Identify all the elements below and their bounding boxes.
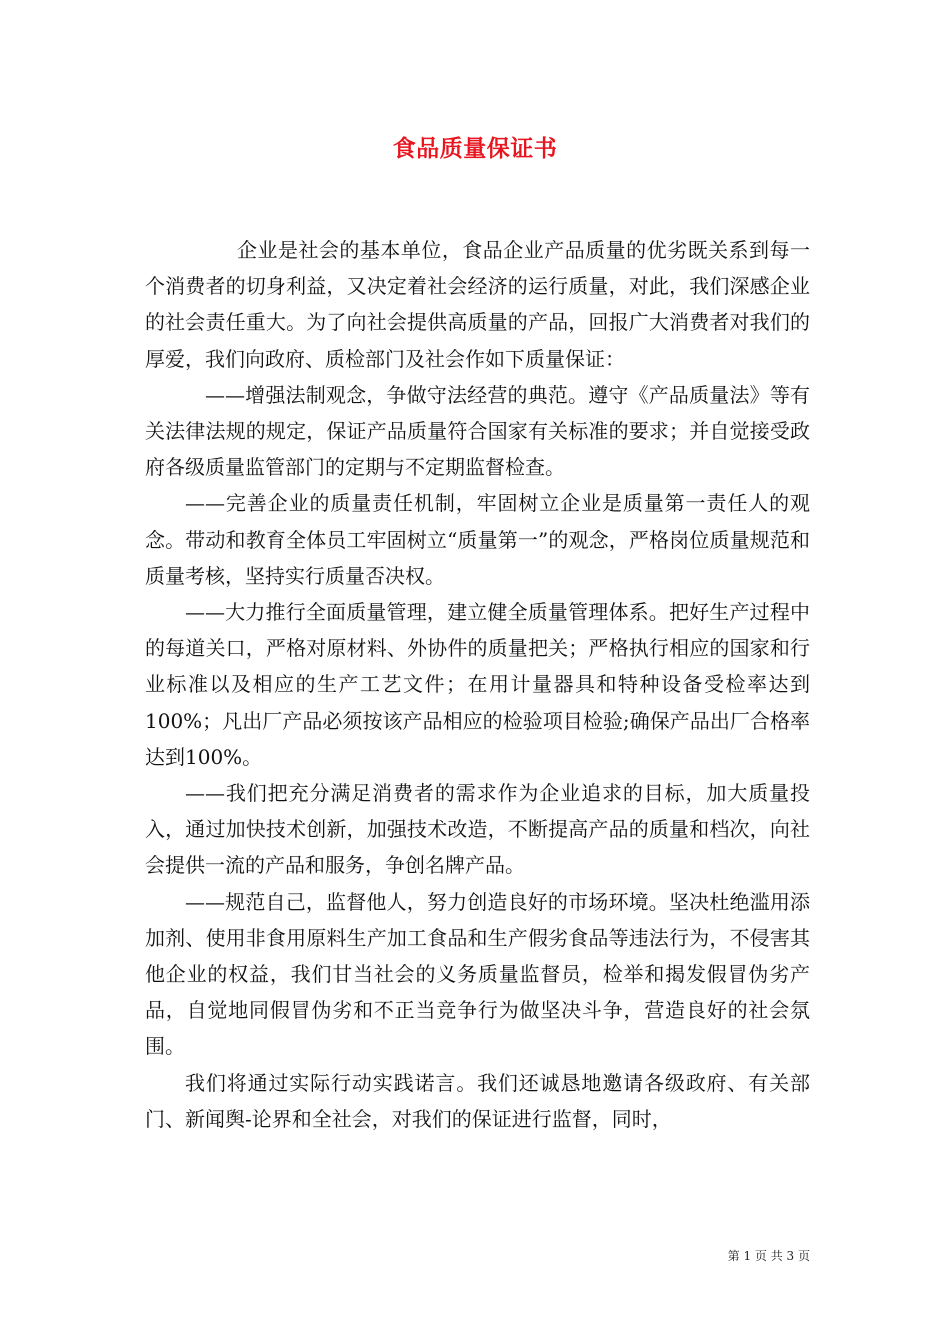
closing-paragraph: 我们将通过实际行动实践诺言。我们还诚恳地邀请各级政府、有关部门、新闻舆-论界和全社会，对我们的保证进行监督，同时，: [145, 1070, 810, 1131]
intro-paragraph: 企业是社会的基本单位，食品企业产品质量的优劣既关系到每一个消费者的切身利益，又决定着社会经济的运行质量，对此，我们深感企业的社会责任重大。为了向社会提供高质量的产品，回报广大消费者对我们的厚爱，我们向政府、质检部门及社会作如下质量保证：: [145, 238, 810, 371]
pledge-paragraph-law: ——增强法制观念，争做守法经营的典范。遵守《产品质量法》等有关法律法规的规定，保证产品质量符合国家有关标准的要求；并自觉接受政府各级质量监管部门的定期与不定期监督检查。: [145, 382, 810, 480]
pledge-paragraph-market: ——规范自己，监督他人，努力创造良好的市场环境。坚决杜绝滥用添加剂、使用非食用原料生产加工食品和生产假劣食品等违法行为，不侵害其他企业的权益，我们甘当社会的义务质量监督员，检举和揭发假冒伪劣产品，自觉地同假冒伪劣和不正当竞争行为做坚决斗争，营造良好的社会氛围。: [145, 889, 810, 1059]
document-title: 食品质量保证书: [392, 135, 558, 162]
pledge-paragraph-management: ——大力推行全面质量管理，建立健全质量管理体系。把好生产过程中的每道关口，严格对原材料、外协件的质量把关；严格执行相应的国家和行业标准以及相应的生产工艺文件；在用计量器具和特种设备受检率达到100%；凡出厂产品必须按该产品相应的检验项目检验;确保产品出厂合格率达到100%。: [145, 600, 810, 769]
document-body: [145, 232, 810, 1137]
pledge-paragraph-responsibility: ——完善企业的质量责任机制，牢固树立企业是质量第一责任人的观念。带动和教育全体员工牢固树立“质量第一”的观念，严格岗位质量规范和质量考核，坚持实行质量否决权。: [145, 491, 810, 588]
page-number: 第 1 页 共 3 页: [727, 1249, 810, 1263]
pledge-paragraph-consumer: ——我们把充分满足消费者的需求作为企业追求的目标，加大质量投入，通过加快技术创新，加强技术改造，不断提高产品的质量和档次，向社会提供一流的产品和服务，争创名牌产品。: [145, 781, 810, 878]
